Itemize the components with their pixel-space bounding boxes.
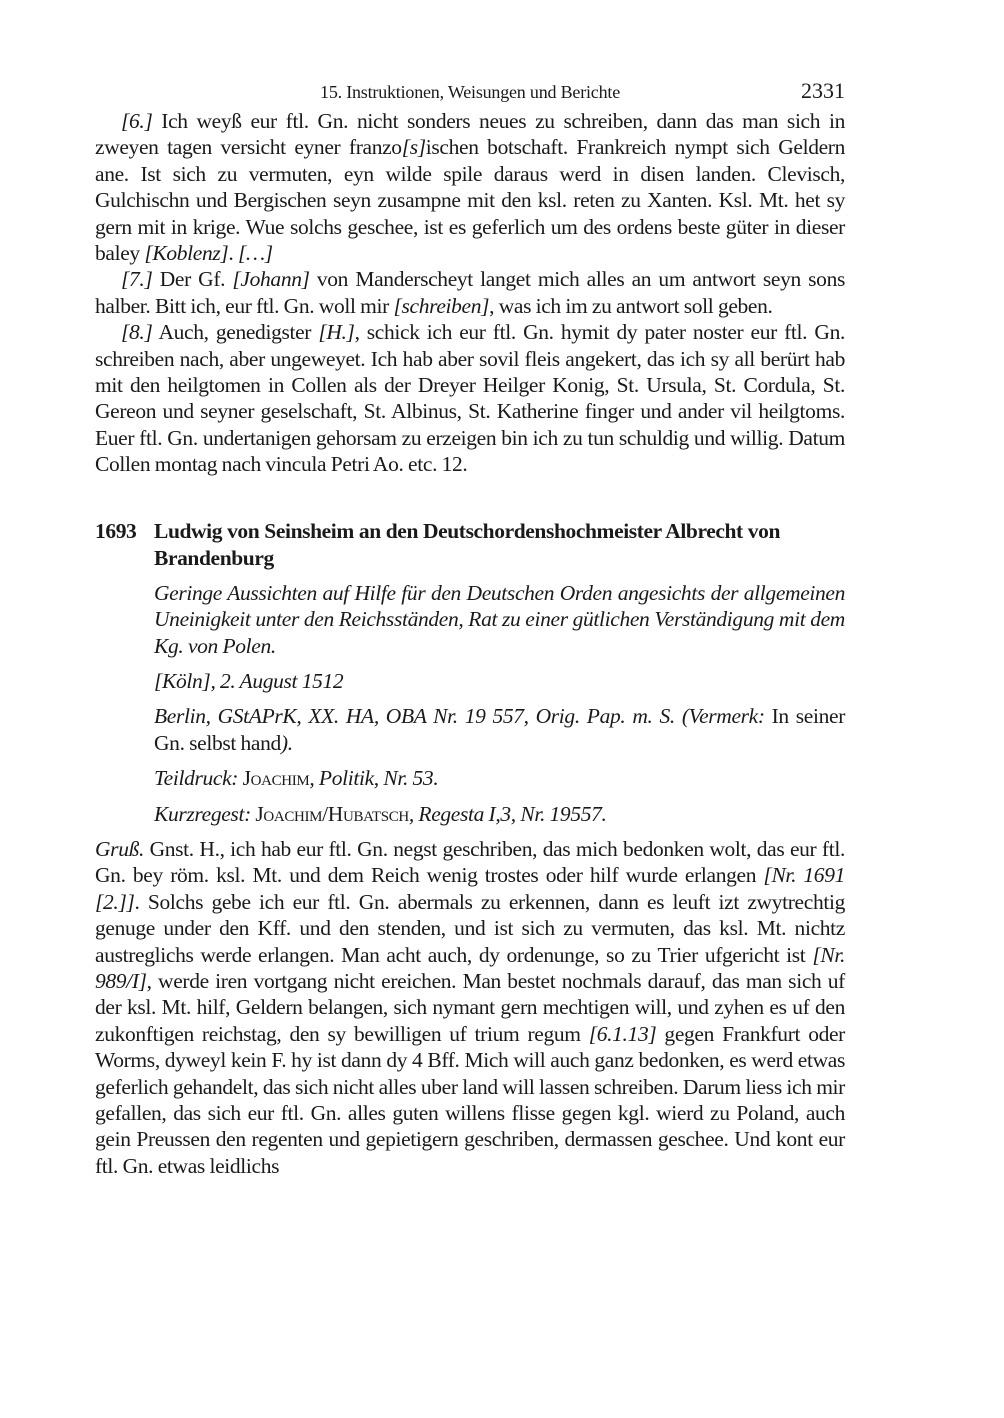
source-reference	[154, 703, 845, 756]
text-run: . Solchs gebe ich eur ftl. Gn. abermals zu erkennen, dann es leuft izt zwytrechtig genuge under den Kff. und den stenden, und ist sich zu vermuten, das ksl. Mt. nichtz austreglichs werde erlangen. Man acht auch, dy ordenunge, so zu Trier ufgericht ist	[95, 889, 845, 967]
source-note: In seiner Gn. selbst hand	[154, 704, 846, 755]
editorial-insert: [Koblenz]	[144, 241, 229, 266]
salutation: Gruß.	[95, 836, 145, 861]
document-body	[95, 836, 845, 1179]
paragraph-8	[95, 319, 845, 477]
text-run: ischen botschaft. Frankreich nympt sich Geldern ane. Ist sich zu vermuten, eyn wilde spile daraus werd in disen landen. Clevisch, Gulchischn und Bergischen seyn zusampne mit den ksl. reten zu Xanten. Ksl. Mt. het sy gern mit in krige. Wue solchs geschee, ist es geferlich um des ordens beste güter in dieser baley	[95, 135, 845, 266]
paragraph-7	[95, 266, 845, 319]
kurzregest-work: , Regesta I,3, Nr. 19557.	[408, 801, 607, 826]
text-run: , werde iren vortgang nicht ereichen. Man bestet nochmals darauf, das man sich uf der ksl. Mt. hilf, Geldern belangen, sich nymant gern mechtigen will, und zyhen es uf den zukonftigen reichstag, den sy bewilligen uf trium regum	[95, 968, 845, 1046]
text-run: Gnst. H., ich hab eur ftl. Gn. negst geschriben, das mich bedonken wolt, das eur ftl. Gn. bey röm. ksl. Mt. und dem Reich wenig trostes oder hilf wurde erlangen	[95, 836, 845, 888]
teildruck-label: Teildruck:	[154, 766, 239, 791]
cross-reference: [Nr. 989/I]	[95, 942, 845, 993]
kurzregest-label: Kurzregest:	[154, 801, 251, 826]
editorial-insert: [schreiben]	[393, 293, 490, 318]
teildruck-author: Joachim	[238, 766, 310, 791]
document-entry	[95, 518, 845, 827]
source-archive: Berlin, GStAPrK, XX. HA, OBA Nr. 19 557, Orig. Pap. m. S. (Vermerk:	[154, 704, 765, 729]
teildruck-reference	[154, 765, 845, 791]
running-title: 15. Instruktionen, Weisungen und Berichte	[320, 82, 620, 102]
text-run: Auch, genedigster	[152, 320, 319, 345]
cross-reference: [Nr. 1691 [2.]]	[95, 863, 845, 914]
text-run: Ich weyß eur ftl. Gn. nicht sonders neues zu schreiben, dann das man sich in zweyen tagen versicht eyner franzo	[95, 109, 845, 160]
paragraph-marker: [6.]	[121, 109, 153, 133]
kurzregest-author: Joachim/Hubatsch	[250, 801, 409, 826]
editorial-insert: [s]	[401, 135, 426, 160]
document-title: Ludwig von Seinsheim an den Deutschordenshochmeister Albrecht von Brandenburg	[154, 518, 781, 570]
document-apparatus	[154, 580, 845, 827]
paragraph-marker: [8.]	[121, 320, 153, 345]
continuation-text	[95, 108, 845, 478]
text-run: .	[228, 241, 238, 266]
date-reference: [6.1.13]	[588, 1021, 657, 1046]
running-header	[95, 76, 845, 108]
paragraph-marker: [7.]	[121, 267, 153, 292]
text-run: , was ich im zu antwort soll geben.	[489, 293, 773, 318]
regest-summary: Geringe Aussichten auf Hilfe für den Deutschen Orden angesichts der allgemeinen Uneinigkeit unter den Reichsständen, Rat zu einer gütlichen Verständigung mit dem Kg. von Polen.	[154, 580, 845, 658]
kurzregest-reference	[154, 801, 845, 827]
text-run: , schick ich eur ftl. Gn. hymit dy pater noster eur ftl. Gn. schreiben nach, aber ungeweyet. Ich hab aber sovil fleis angekert, das ich sy all berürt hab mit den heilgtomen in Collen als der Dreyer Heilger Konig, St. Ursula, St. Cordula, St. Gereon und seyner geselschaft, St. Albinus, St. Katherine finger und ander vil heilgtoms. Euer ftl. Gn. undertanigen gehorsam zu erzeigen bin ich zu tun schuldig und willig. Datum Collen montag nach vincula Petri Ao. etc. 12.	[95, 320, 845, 477]
text-run: von Manderscheyt langet mich alles an um antwort seyn sons halber. Bitt ich, eur ftl. Gn. woll mir	[95, 267, 845, 318]
page-number: 2331	[801, 78, 845, 103]
body-paragraph	[95, 836, 845, 1179]
document-number: 1693	[95, 518, 137, 543]
document-heading	[95, 518, 845, 572]
paragraph-6	[95, 108, 845, 266]
teildruck-work: , Politik, Nr. 53.	[309, 766, 439, 791]
place-date: [Köln], 2. August 1512	[154, 668, 344, 693]
editorial-insert: [Johann]	[232, 267, 310, 292]
text-run: gegen Frankfurt oder Worms, dyweyl kein F. hy ist dann dy 4 Bff. Mich will auch ganz bedonken, es werd etwas geferlich gehandelt, das sich nicht alles uber land will lassen schreiben. Darum liess ich mir gefallen, das sich eur ftl. Gn. alles guten willens flisse gegen kgl. wierd zu Poland, auch gein Preussen den regenten und gepietigern geschriben, dermassen geschee. Und kont eur ftl. Gn. etwas leidlichs	[95, 1021, 845, 1178]
text-run: Der Gf.	[152, 267, 233, 292]
editorial-insert: [H.]	[318, 320, 355, 345]
source-close: ).	[280, 730, 293, 755]
document-page	[95, 76, 845, 1179]
editorial-ellipsis: […]	[237, 241, 273, 266]
